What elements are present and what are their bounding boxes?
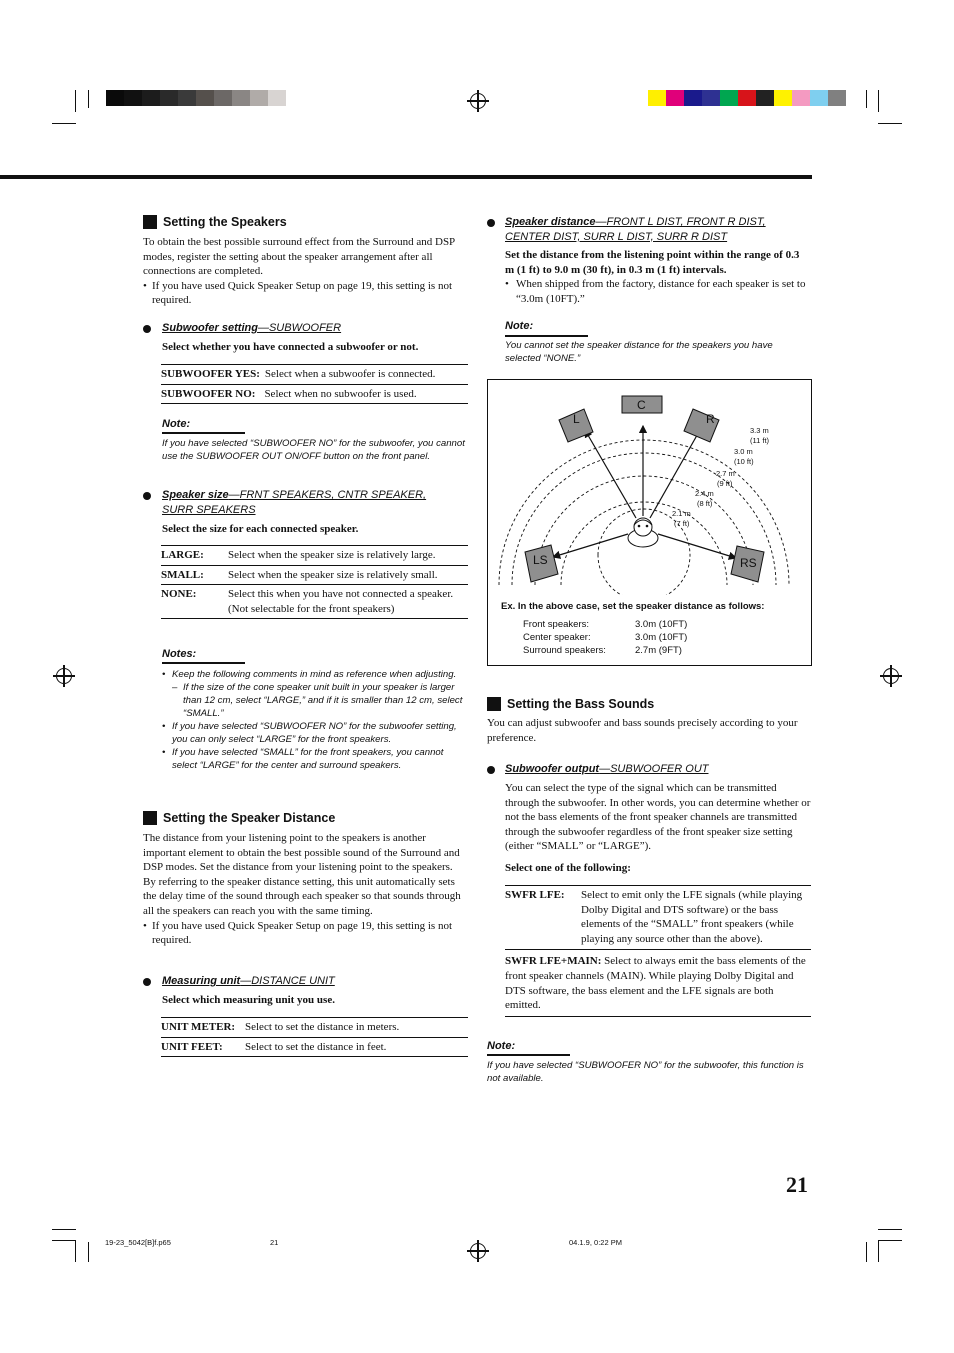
color-swatch (810, 90, 828, 106)
ring-label: 3.0 m (734, 447, 753, 456)
list-item: • If you have selected “SMALL” for the front speakers, you cannot select “LARGE” for the center and surround speakers. (162, 747, 444, 771)
bullet-dot-icon (487, 766, 495, 774)
ring-label: (11 ft) (750, 436, 770, 445)
list-item: – If the size of the cone speaker unit built in your speaker is larger than 12 cm, select “LARGE,” and if it is smaller than 12 cm, select “SMALL.” (172, 682, 463, 719)
table-row: SUBWOOFER YES: Select when a subwoofer is connected. (161, 368, 436, 380)
footer-date: 04.1.9, 0:22 PM (569, 1238, 622, 1247)
bullet-dot-icon (143, 492, 151, 500)
table-row: SUBWOOFER NO: Select when no subwoofer is used. (161, 384, 468, 404)
ring-label: 2.7 m (716, 469, 735, 478)
table-row: UNIT FEET: Select to set the distance in feet. (161, 1037, 468, 1057)
section-square-icon (143, 811, 157, 825)
bass-intro: You can adjust subwoofer and bass sounds precisely according to your preference. (487, 717, 798, 744)
color-swatch (684, 90, 702, 106)
speaker-distance-instruction: Set the distance from the listening point within the range of 0.3 m (1 ft) to 9.0 m (30 ft), in 0.3 m (1 ft) intervals. (505, 249, 800, 276)
subwoofer-setting-heading: Subwoofer setting—SUBWOOFER (162, 322, 342, 334)
speaker-label: C (637, 398, 646, 412)
ring-label: (8 ft) (697, 499, 713, 508)
example-table (523, 618, 687, 657)
speaker-size-table (161, 545, 468, 619)
color-swatch (774, 90, 792, 106)
list-item: • If you have selected “SUBWOOFER NO” for the subwoofer setting, you can only select “LARGE” for the front speakers. (162, 721, 457, 745)
note-label: Note: (505, 320, 534, 332)
registration-mark-icon (470, 93, 486, 109)
footer-page: 21 (270, 1238, 279, 1247)
speaker-distance-bullet: • When shipped from the factory, distance for each speaker is set to “3.0m (10FT).” (505, 278, 806, 305)
list-item: • Keep the following comments in mind as reference when adjusting. (162, 669, 457, 680)
ring-label: 3.3 m (750, 426, 769, 435)
ring-label: (9 ft) (717, 479, 733, 488)
color-swatch (106, 90, 124, 106)
registration-mark-icon (883, 668, 899, 684)
speaker-size-heading: Speaker size—FRNT SPEAKERS, CNTR SPEAKER, SURR SPEAKERS (162, 489, 427, 516)
speaker-size-instruction: Select the size for each connected speaker. (162, 523, 359, 535)
top-rule (0, 175, 812, 179)
footer-file: 19-23_5042[B]f.p65 (105, 1238, 171, 1247)
color-swatch (196, 90, 214, 106)
color-swatch (648, 90, 666, 106)
color-swatch (792, 90, 810, 106)
section-title-distance: Setting the Speaker Distance (143, 811, 335, 825)
color-swatch (250, 90, 268, 106)
subwoofer-output-note: If you have selected “SUBWOOFER NO” for the subwoofer, this function is not available. (487, 1060, 804, 1084)
table-row: SWFR LFE: Select to emit only the LFE signals (while playing Dolby Digital and DTS software) or the bass elements of the “SMALL” front speakers (while playing any source other than the above). (505, 889, 803, 945)
listener-icon (628, 518, 658, 547)
speaker-size-notes (162, 668, 468, 772)
subwoofer-output-heading: Subwoofer output—SUBWOOFER OUT (505, 763, 709, 775)
speaker-distance-heading: Speaker distance—FRONT L DIST, FRONT R DIST, CENTER DIST, SURR L DIST, SURR R DIST (505, 216, 766, 243)
color-swatch (142, 90, 160, 106)
bullet-dot-icon (487, 219, 495, 227)
color-swatch (124, 90, 142, 106)
measuring-options-table (161, 1017, 468, 1057)
speaker-label: LS (533, 553, 548, 567)
color-swatch (178, 90, 196, 106)
color-swatch (720, 90, 738, 106)
section-square-icon (143, 215, 157, 229)
ring-label: 2.1 m (672, 509, 691, 518)
subwoofer-output-instruction: Select one of the following: (505, 862, 631, 874)
speaker-distance-note: You cannot set the speaker distance for the speakers you have selected “NONE.” (505, 340, 773, 364)
table-row: Surround speakers: 2.7m (9FT) (523, 645, 682, 656)
table-row: Front speakers: 3.0m (10FT) (523, 619, 688, 630)
subwoofer-output-desc: You can select the type of the signal which can be transmitted through the subwoofer. In other words, you can determine whether or not the bass elements of the front speaker channels are transmitted through the subwoofer regardless of the front speaker size setting (either “SMALL” or “LARGE”). (505, 782, 811, 853)
registration-mark-icon (470, 1243, 486, 1259)
color-swatch (738, 90, 756, 106)
subwoofer-note: If you have selected “SUBWOOFER NO” for the subwoofer, you cannot use the SUBWOOFER OUT ON/OFF button on the front panel. (162, 438, 465, 462)
ring-label: 2.4 m (695, 489, 714, 498)
color-swatch (756, 90, 774, 106)
subwoofer-output-table (505, 885, 811, 1017)
note-label: Note: (162, 418, 191, 430)
color-swatch (160, 90, 178, 106)
table-row: Center speaker: 3.0m (10FT) (523, 632, 688, 643)
notes-label: Notes: (162, 648, 197, 660)
section-title-bass: Setting the Bass Sounds (487, 697, 654, 711)
bullet-dot-icon (143, 325, 151, 333)
ring-label: (10 ft) (734, 457, 754, 466)
ring-label: (7 ft) (674, 519, 690, 528)
color-swatch (214, 90, 232, 106)
example-title: Ex. In the above case, set the speaker distance as follows: (501, 601, 765, 612)
section-title-speakers: Setting the Speakers (143, 215, 287, 229)
speaker-label: R (706, 412, 715, 426)
subwoofer-options-table (161, 364, 468, 404)
table-row: UNIT METER: Select to set the distance in meters. (161, 1021, 400, 1033)
color-swatch (702, 90, 720, 106)
color-swatch (286, 90, 304, 106)
color-swatch (666, 90, 684, 106)
section-square-icon (487, 697, 501, 711)
color-swatch (828, 90, 846, 106)
table-row: SMALL: Select when the speaker size is relatively small. (161, 565, 468, 585)
registration-mark-icon (56, 668, 72, 684)
color-swatch (268, 90, 286, 106)
bullet-dot-icon (143, 978, 151, 986)
speaker-layout-diagram (487, 379, 812, 666)
table-row: LARGE: Select when the speaker size is relatively large. (161, 549, 436, 561)
speakers-intro: To obtain the best possible surround effect from the Surround and DSP modes, register the setting about the speaker arrangement after all connections are completed. • If you have used Quick Speaker Setup on page 19, this setting is not required. (143, 236, 455, 307)
measuring-unit-heading: Measuring unit—DISTANCE UNIT (162, 975, 335, 987)
speaker-label: RS (740, 556, 757, 570)
subwoofer-instruction: Select whether you have connected a subwoofer or not. (162, 341, 419, 353)
measuring-instruction: Select which measuring unit you use. (162, 994, 335, 1006)
color-swatch (232, 90, 250, 106)
table-row: SWFR LFE+MAIN: Select to always emit the bass elements of the front speaker channels (MAIN). While playing Dolby Digital and DTS software, the bass element and the LFE signals are both emitted. (505, 949, 811, 1015)
speaker-label: L (573, 412, 580, 426)
note-label: Note: (487, 1040, 516, 1052)
speaker-layout-graphic (488, 380, 811, 595)
page-number: 21 (786, 1172, 808, 1197)
table-row: NONE: Select this when you have not connected a speaker. (Not selectable for the front speakers) (161, 584, 468, 618)
distance-body: The distance from your listening point to the speakers is another important element to obtain the best possible sound of the Surround and DSP modes. Set the distance from your listening point to the speakers. By referring to the speaker distance setting, this unit automatically sets the delay time of the sound through each speaker so that sounds through all the speakers can reach you with the same timing. • If you have used Quick Speaker Setup on page 19, this setting is not required. (143, 832, 461, 947)
